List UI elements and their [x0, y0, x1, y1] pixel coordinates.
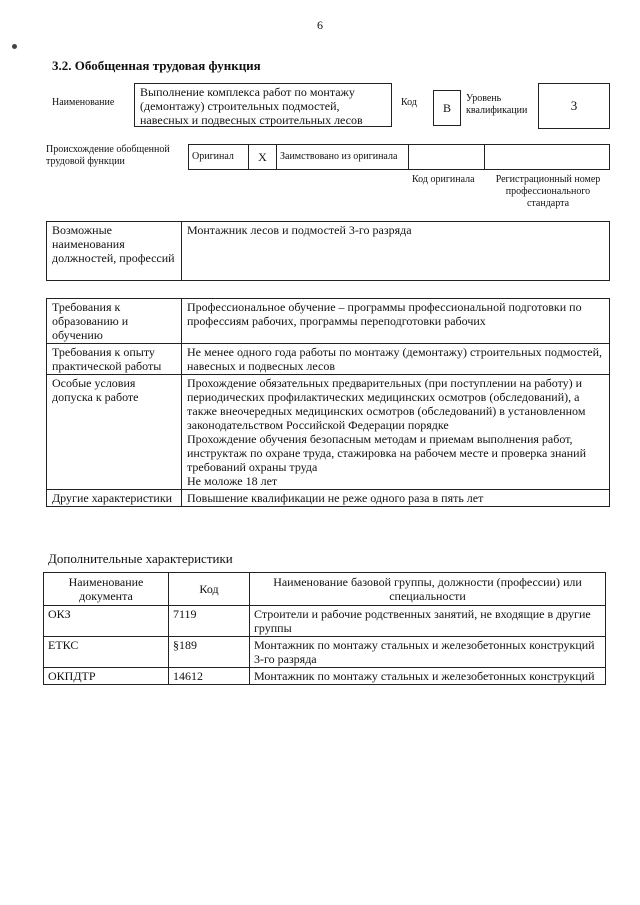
- req-label: Другие характеристики: [47, 490, 182, 507]
- page-number: 6: [317, 18, 323, 32]
- req-value: [182, 490, 610, 507]
- req-value: [182, 375, 610, 490]
- level-label: Уровень квалификации: [466, 93, 528, 116]
- group-cell: Монтажник по монтажу стальных и железобетонных конструкций 3-го разряда: [250, 637, 606, 668]
- req-line: Не менее одного года работы по монтажу (демонтажу) строительных подмостей, навесных и подвесных лесов: [187, 345, 603, 373]
- name-label: Наименование: [52, 97, 115, 108]
- bullet-mark: [12, 44, 17, 49]
- req-line: Не моложе 18 лет: [187, 474, 278, 488]
- borrowed-label: Заимствовано из оригинала: [277, 145, 409, 169]
- req-value: [182, 299, 610, 344]
- doc-cell: ОКПДТР: [44, 668, 169, 685]
- section-title: 3.2. Обобщенная трудовая функция: [52, 58, 261, 73]
- original-mark: X: [249, 145, 277, 169]
- level-box: 3: [538, 83, 610, 129]
- req-line: Профессиональное обучение – программы профессиональной подготовки по профессиям рабочих, программы переподготовки рабочих: [187, 300, 582, 328]
- header-group: Наименование базовой группы, должности (профессии) или специальности: [250, 573, 606, 606]
- doc-cell: ОКЗ: [44, 606, 169, 637]
- req-row: [47, 375, 610, 490]
- requirements-table: [46, 298, 610, 507]
- positions-row: [47, 222, 610, 281]
- code-cell: 14612: [169, 668, 250, 685]
- origin-row: [188, 144, 610, 170]
- group-cell: Строители и рабочие родственных занятий, не входящие в другие группы: [250, 606, 606, 637]
- header-document: Наименование документа: [44, 573, 169, 606]
- req-line: Прохождение обучения безопасным методам и приемам выполнения работ, инструктаж по охране труда, стажировка на рабочем месте и проверка знаний требований охраны труда: [187, 432, 587, 474]
- original-label: Оригинал: [189, 145, 249, 169]
- header-code: Код: [169, 573, 250, 606]
- table-row: [44, 668, 606, 685]
- origin-label: Происхождение обобщенной трудовой функции: [46, 144, 170, 167]
- reg-number-cell: [485, 145, 609, 169]
- reg-number-caption: Регистрационный номер профессионального стандарта: [495, 174, 601, 209]
- code-original-cell: [409, 145, 485, 169]
- function-name-box: Выполнение комплекса работ по монтажу (демонтажу) строительных подмостей, навесных и подвесных строительных лесов: [134, 83, 392, 127]
- positions-value: Монтажник лесов и подмостей 3-го разряда: [182, 222, 610, 281]
- doc-cell: ЕТКС: [44, 637, 169, 668]
- req-value: [182, 344, 610, 375]
- additional-title: Дополнительные характеристики: [48, 551, 233, 566]
- code-cell: §189: [169, 637, 250, 668]
- code-original-caption: Код оригинала: [412, 174, 475, 185]
- group-cell: Монтажник по монтажу стальных и железобетонных конструкций: [250, 668, 606, 685]
- req-row: [47, 299, 610, 344]
- additional-header-row: [44, 573, 606, 606]
- additional-table: [43, 572, 606, 685]
- req-line: Повышение квалификации не реже одного раза в пять лет: [187, 491, 484, 505]
- req-row: [47, 490, 610, 507]
- req-row: [47, 344, 610, 375]
- table-row: [44, 637, 606, 668]
- req-label: Требования к образованию и обучению: [47, 299, 182, 344]
- positions-table: [46, 221, 610, 281]
- req-label: Особые условия допуска к работе: [47, 375, 182, 490]
- req-label: Требования к опыту практической работы: [47, 344, 182, 375]
- req-line: Прохождение обязательных предварительных (при поступлении на работу) и периодических профилактических медицинских осмотров (обследований), а также внеочередных медицинских осмотров (обследований) в установленном законодательством Российской Федерации порядке: [187, 376, 586, 432]
- code-cell: 7119: [169, 606, 250, 637]
- positions-label: Возможные наименования должностей, профессий: [47, 222, 182, 281]
- table-row: [44, 606, 606, 637]
- code-label: Код: [401, 97, 417, 108]
- code-box: В: [433, 90, 461, 126]
